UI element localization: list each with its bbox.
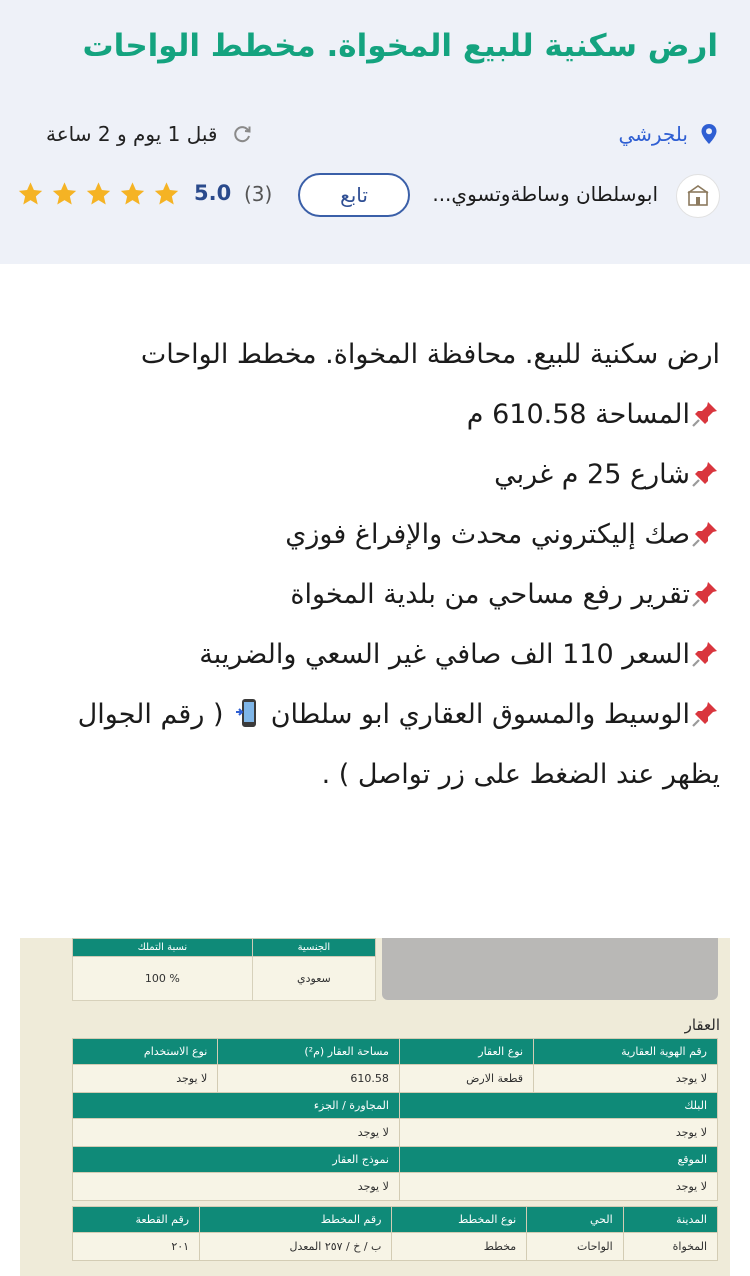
- pushpin-icon: [690, 519, 720, 549]
- property-header: المجاورة / الجزء: [73, 1093, 400, 1119]
- location-label: بلجرشي: [618, 122, 688, 146]
- deed-document-image[interactable]: [20, 938, 730, 1276]
- plan-header: الحي: [527, 1207, 623, 1233]
- property-header: مساحة العقار (م²): [218, 1039, 400, 1065]
- star-icon: [152, 180, 181, 208]
- pushpin-icon: [690, 459, 720, 489]
- pushpin-icon: [690, 399, 720, 429]
- star-icon: [84, 180, 113, 208]
- refresh-icon: [231, 123, 253, 145]
- description-text: المساحة 610.58 م: [466, 399, 690, 430]
- property-value: لا يوجد: [73, 1173, 400, 1201]
- property-value: لا يوجد: [399, 1119, 717, 1147]
- property-header: نموذج العقار: [73, 1147, 400, 1173]
- description-text: شارع 25 م غربي: [494, 459, 690, 490]
- plan-value: ٢٠١: [73, 1233, 200, 1261]
- plan-value: الواحات: [527, 1233, 623, 1261]
- property-value: لا يوجد: [534, 1065, 718, 1093]
- owner-table: [72, 938, 376, 1001]
- owner-value: % 100: [73, 957, 253, 1001]
- description-line: ارض سكنية للبيع. محافظة المخواة. مخطط الواحات: [140, 339, 720, 370]
- owner-value: سعودي: [252, 957, 375, 1001]
- seller-row: [0, 170, 750, 222]
- star-icon: [50, 180, 79, 208]
- rating-value: 5.0: [194, 181, 232, 205]
- property-value: لا يوجد: [73, 1065, 218, 1093]
- pushpin-icon: [690, 579, 720, 609]
- review-count[interactable]: (3): [244, 182, 273, 206]
- owner-header: الجنسية: [252, 939, 375, 957]
- property-header: نوع الاستخدام: [73, 1039, 218, 1065]
- listing-title: ارض سكنية للبيع المخواة. مخطط الواحات: [82, 28, 718, 64]
- seller-name[interactable]: ابوسلطان وساطةوتسوي...: [432, 182, 658, 206]
- description-line: [30, 505, 720, 565]
- plan-header: المدينة: [623, 1207, 717, 1233]
- owner-header: نسبة التملك: [73, 939, 253, 957]
- description-line: [30, 385, 720, 445]
- plan-header: نوع المخطط: [392, 1207, 527, 1233]
- plan-value: ب / خ / ٢٥٧ المعدل: [200, 1233, 392, 1261]
- location-link[interactable]: [618, 122, 718, 146]
- location-pin-icon: [700, 123, 718, 145]
- star-icon: [16, 180, 45, 208]
- mobile-phone-arrow-icon: [236, 697, 258, 729]
- pushpin-icon: [690, 639, 720, 669]
- property-value: قطعة الارض: [399, 1065, 533, 1093]
- property-value: لا يوجد: [73, 1119, 400, 1147]
- listing-header: [0, 0, 750, 264]
- property-header: رقم الهوية العقارية: [534, 1039, 718, 1065]
- pushpin-icon: [690, 699, 720, 729]
- description-text: تقرير رفع مساحي من بلدية المخواة: [290, 579, 690, 610]
- description-line: [30, 685, 720, 805]
- seller-avatar[interactable]: [676, 174, 720, 218]
- description-line: [30, 445, 720, 505]
- property-table: [72, 1038, 718, 1201]
- plan-header: رقم القطعة: [73, 1207, 200, 1233]
- property-header: نوع العقار: [399, 1039, 533, 1065]
- property-value: لا يوجد: [399, 1173, 717, 1201]
- description-text: السعر 110 الف صافي غير السعي والضريبة: [199, 639, 690, 670]
- rating-stars: [16, 180, 181, 208]
- posted-time: [46, 122, 253, 146]
- property-header: البلك: [399, 1093, 717, 1119]
- description-text: ( رقم الجوال يظهر عند الضغط على زر تواصل ) .: [77, 699, 720, 790]
- property-header: الموقع: [399, 1147, 717, 1173]
- deed-section-title: العقار: [684, 1016, 720, 1034]
- description-text: الوسيط والمسوق العقاري ابو سلطان: [270, 699, 690, 730]
- plan-table: [72, 1206, 718, 1261]
- plan-value: مخطط: [392, 1233, 527, 1261]
- listing-description: [30, 325, 720, 805]
- follow-button[interactable]: تابع: [298, 173, 410, 217]
- redacted-area: [382, 938, 718, 1000]
- property-value: 610.58: [218, 1065, 400, 1093]
- description-line: [30, 625, 720, 685]
- posted-time-label: قبل 1 يوم و 2 ساعة: [46, 122, 218, 146]
- description-line: [30, 565, 720, 625]
- star-icon: [118, 180, 147, 208]
- description-text: صك إليكتروني محدث والإفراغ فوزي: [285, 519, 690, 550]
- plan-value: المخواة: [623, 1233, 717, 1261]
- plan-header: رقم المخطط: [200, 1207, 392, 1233]
- seller-logo-icon: [685, 183, 711, 209]
